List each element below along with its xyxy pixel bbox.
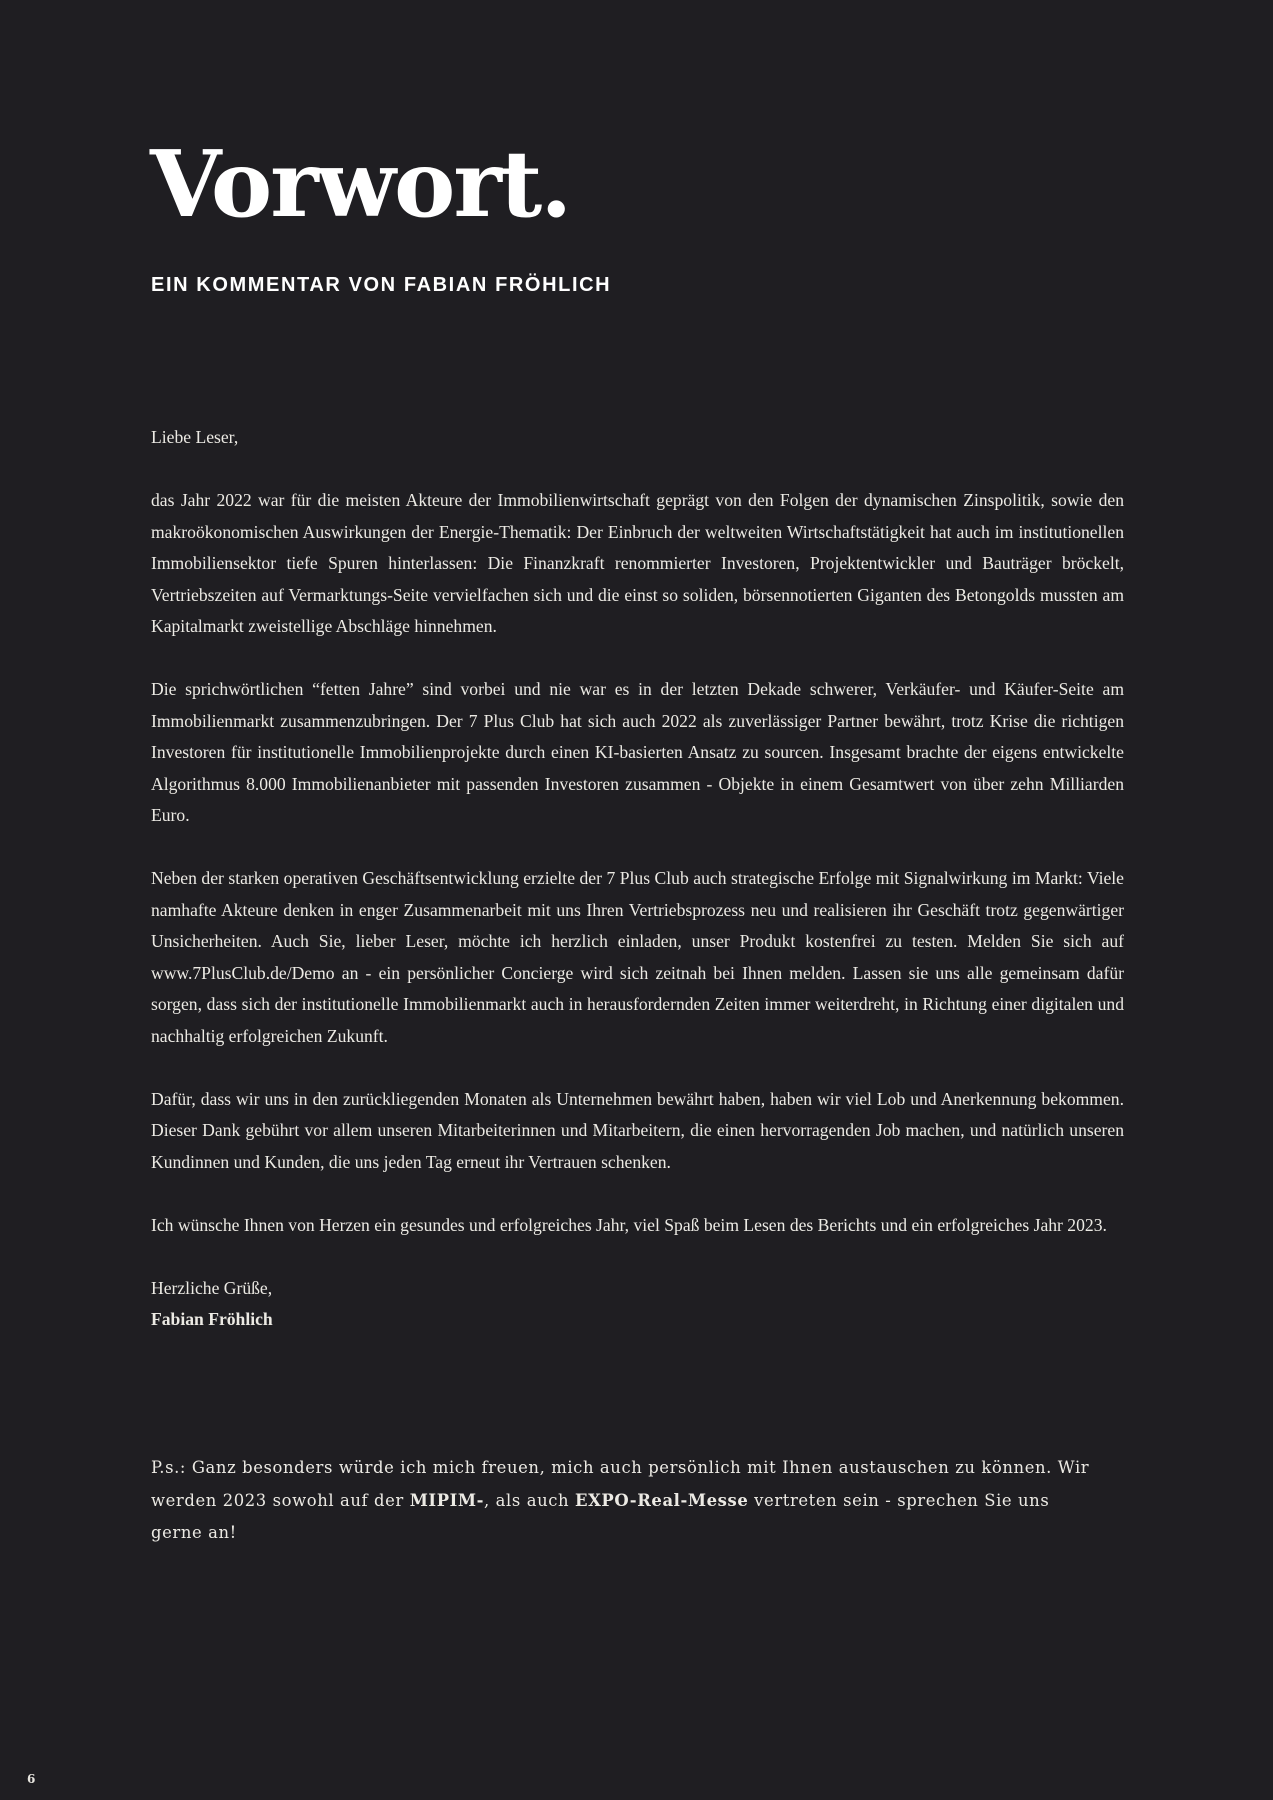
postscript — [151, 1452, 1106, 1550]
letter-paragraph-4: Dafür, dass wir uns in den zurückliegenden Monaten als Unternehmen bewährt haben, haben wir viel Lob und Anerkennung bekommen. Dieser Dank gebührt vor allem unseren Mitarbeiterinnen und Mitarbeitern, die einen hervorragenden Job machen, und natürlich unseren Kundinnen und Kunden, die uns jeden Tag erneut ihr Vertrauen schenken. — [151, 1088, 1124, 1172]
letter-greeting: Liebe Leser, — [151, 427, 239, 447]
postscript-event-mipim: MIPIM- — [409, 1490, 485, 1510]
letter-closing: Herzliche Grüße, — [151, 1277, 273, 1298]
letter-paragraph-5: Ich wünsche Ihnen von Herzen ein gesundes und erfolgreiches Jahr, viel Spaß beim Lesen des Berichts und ein erfolgreiches Jahr 2023. — [151, 1214, 1107, 1235]
postscript-text-1: P.s.: Ganz besonders würde ich mich freuen, mich auch persönlich mit Ihnen austauschen zu können. Wir werden 2023 sowohl auf der — [151, 1458, 1090, 1510]
letter-paragraph-2: Die sprichwörtlichen “fetten Jahre” sind vorbei und nie war es in der letzten Dekade schwerer, Verkäufer- und Käufer-Seite am Immobilienmarkt zusammenzubringen. Der 7 Plus Club hat sich auch 2022 als zuverlässiger Partner bewährt, trotz Krise die richtigen Investoren für institutionelle Immobilienprojekte durch einen KI-basierten Ansatz zu sourcen. Insgesamt brachte der eigens entwickelte Algorithmus 8.000 Immobilienanbieter mit passenden Investoren zusammen - Objekte in einem Gesamtwert von über zehn Milliarden Euro. — [151, 679, 1124, 825]
postscript-text-3: vertreten sein - sprechen Sie uns gerne an! — [151, 1490, 1050, 1542]
letter-body — [151, 422, 1124, 1367]
letter-paragraph-1: das Jahr 2022 war für die meisten Akteure der Immobilienwirtschaft geprägt von den Folgen der dynamischen Zinspolitik, sowie den makroökonomischen Auswirkungen der Energie-Thematik: Der Einbruch der weltweiten Wirtschaftstätigkeit hat auch im institutionellen Immobiliensektor tiefe Spuren hinterlassen: Die Finanzkraft renommierter Investoren, Projektentwickler und Bauträger bröckelt, Vertriebszeiten auf Vermarktungs-Seite vervielfachen sich und die einst so soliden, börsennotierten Giganten des Betongolds mussten am Kapitalmarkt zweistellige Abschläge hinnehmen. — [151, 490, 1124, 636]
page-title: Vorwort. — [150, 130, 571, 238]
page-number: 6 — [27, 1772, 36, 1786]
letter-signature: Fabian Fröhlich — [151, 1309, 273, 1329]
letter-closing-block — [151, 1273, 1124, 1336]
postscript-text-2: , als auch — [484, 1490, 575, 1510]
page-subtitle: EIN KOMMENTAR VON FABIAN FRÖHLICH — [151, 274, 612, 296]
postscript-event-expo-real: EXPO-Real-Messe — [574, 1490, 749, 1510]
letter-paragraph-3: Neben der starken operativen Geschäftsentwicklung erzielte der 7 Plus Club auch strategische Erfolge mit Signalwirkung im Markt: Viele namhafte Akteure denken in enger Zusammenarbeit mit uns Ihren Vertriebsprozess neu und realisieren ihr Geschäft trotz gegenwärtiger Unsicherheiten. Auch Sie, lieber Leser, möchte ich herzlich einladen, unser Produkt kostenfrei zu testen. Melden Sie sich auf www.7PlusClub.de/Demo an - ein persönlicher Concierge wird sich zeitnah bei Ihnen melden. Lassen sie uns alle gemeinsam dafür sorgen, dass sich der institutionelle Immobilienmarkt auch in herausfordernden Zeiten immer weiterdreht, in Richtung einer digitalen und nachhaltig erfolgreichen Zukunft. — [151, 868, 1124, 1046]
